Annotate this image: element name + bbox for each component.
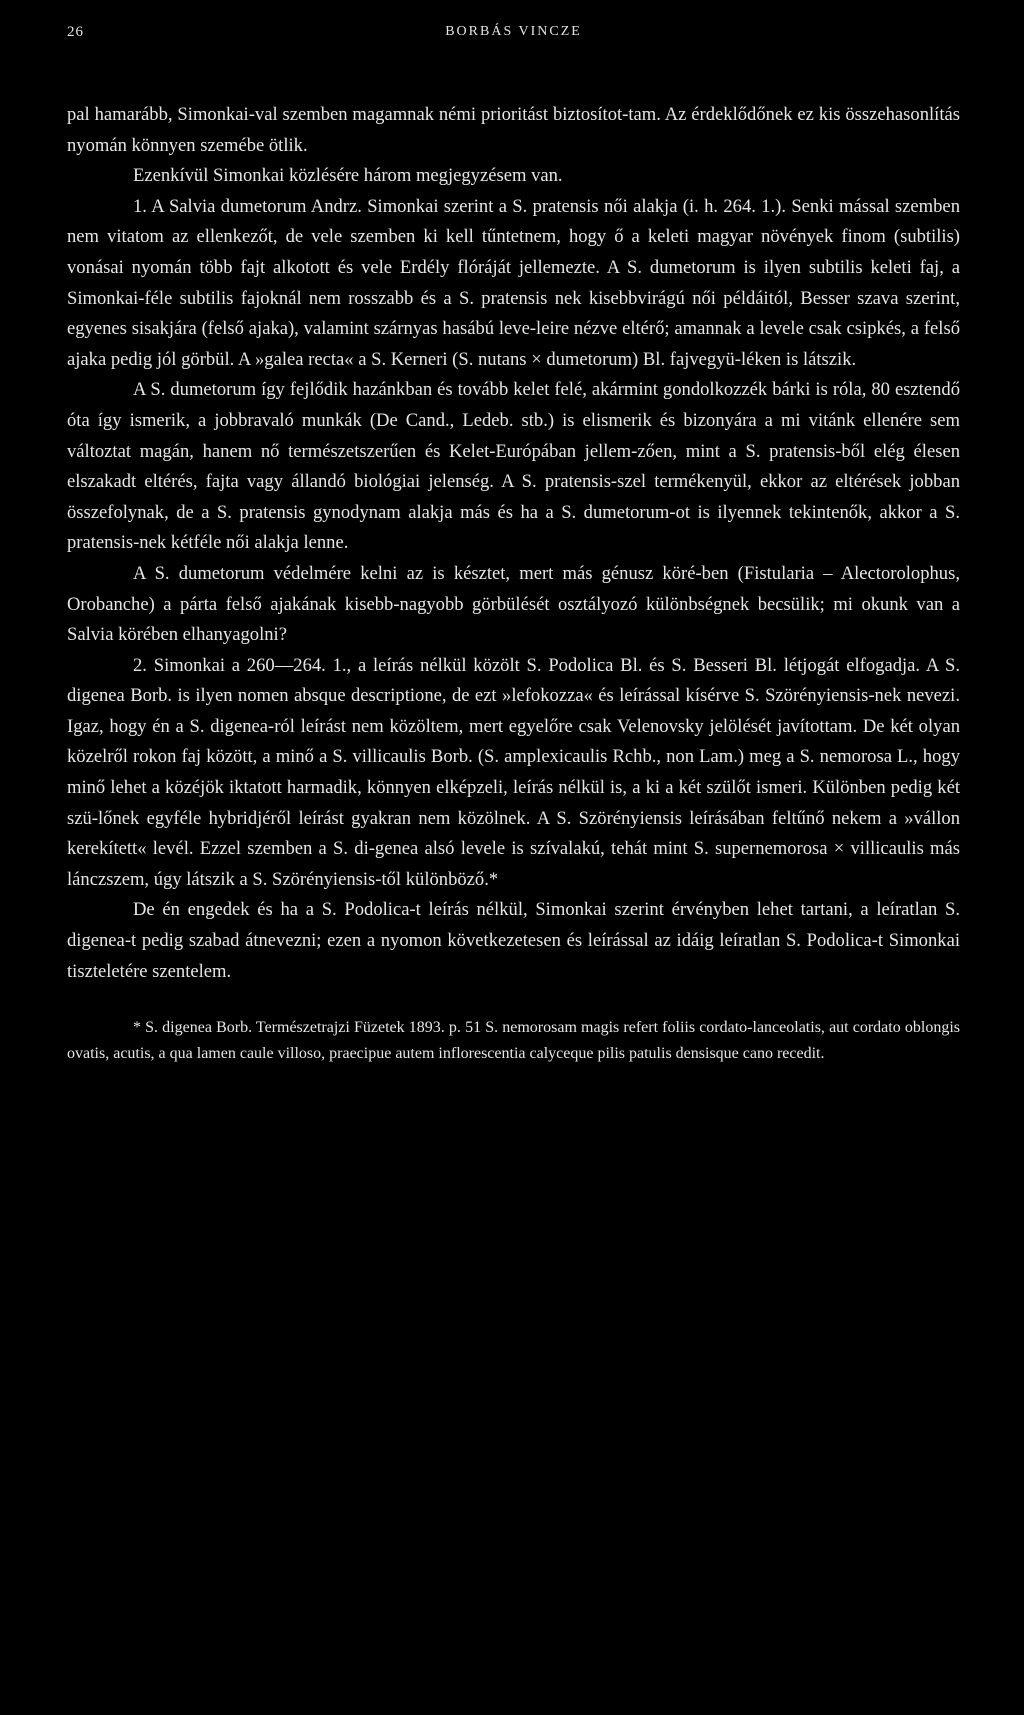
paragraph-2: Ezenkívül Simonkai közlésére három megjegyzésem van. (133, 165, 563, 187)
running-title: BORBÁS VINCZE (445, 24, 582, 39)
paragraph-1: pal hamarább, Simonkai-val szemben magamnak némi prioritást biztosítot-tam. Az érdeklődőnek ez kis összehasonlítás nyomán könnyen szemébe ötlik. (67, 104, 960, 156)
paragraph-6: 2. Simonkai a 260—264. 1., a leírás nélkül közölt S. Podolica Bl. és S. Besseri Bl. létjogát elfogadja. A S. digenea Borb. is ilyen nomen absque descriptione, de ezt »lefokozza« és leírással kísérve S. Szörényiensis-nek nevezi. Igaz, hogy én a S. digenea-ról leírást nem közöltem, mert egyelőre csak Velenovsky jelölését javítottam. De két olyan közelről rokon faj között, a minő a S. villicaulis Borb. (S. amplexicaulis Rchb., non Lam.) meg a S. nemorosa L., hogy minő lehet a közéjök iktatott harmadik, könnyen elképzeli, leírás nélkül is, a ki a két szülőt ismeri. Különben pedig két szü-lőnek egyféle hybridjéről leírást gyakran nem közölnek. A S. Szörényiensis leírásában feltűnő nekem a »vállon kerekített« levél. Ezzel szemben a S. di-genea alsó levele is szívalakú, tehát mint S. supernemorosa × villicaulis más lánczszem, úgy látszik a S. Szörényiensis-től különböző.* (67, 654, 960, 890)
page-number: 26 (67, 24, 84, 40)
paragraph-3: 1. A Salvia dumetorum Andrz. Simonkai szerint a S. pratensis női alakja (i. h. 264. 1.). Senki mással szemben nem vitatom az ellenkezőt, de vele szemben ki kell tűntetnem, hogy ő a keleti magyar növények finom (subtilis) vonásai nyomán több fajt alkotott és vele Erdély flóráját jellemezte. A S. dumetorum is ilyen subtilis keleti faj, a Simonkai-féle subtilis fajoknál nem rosszabb és a S. pratensis nek kisebbvirágú női példáitól, Besser szava szerint, egyenes sisakjára (felső ajaka), valamint szárnyas hasábú leve-leire nézve eltérő; amannak a levele csak csipkés, a felső ajaka pedig jól görbül. A »galea recta« a S. Kerneri (S. nutans × dumetorum) Bl. fajvegyü-léken is látszik. (67, 195, 960, 370)
paragraph-7: De én engedek és ha a S. Podolica-t leírás nélkül, Simonkai szerint érvényben lehet tartani, a leíratlan S. digenea-t pedig szabad átnevezni; ezen a nyomon következetesen és leírással az idáig leíratlan S. Podolica-t Simonkai tiszteletére szentelem. (67, 899, 960, 982)
paragraph-5: A S. dumetorum védelmére kelni az is késztet, mert más génusz köré-ben (Fistularia – Alectorolophus, Orobanche) a párta felső ajakának kisebb-nagyobb görbülését osztályozó különbségnek becsülik; mi okunk van a Salvia körében elhanyagolni? (67, 562, 960, 646)
page-header (67, 0, 960, 100)
footnote: * S. digenea Borb. Természetrajzi Füzetek 1893. p. 51 S. nemorosam magis refert foliis cordato-lanceolatis, aut cordato oblongis ovatis, acutis, a qua lamen caule villoso, praecipue autem inflorescentia calyceque pilis patulis densisque cano recedit. (67, 1019, 960, 1063)
paragraph-4: A S. dumetorum így fejlődik hazánkban és tovább kelet felé, akármint gondolkozzék bárki is róla, 80 esztendő óta így ismerik, a jobbravaló munkák (De Cand., Ledeb. stb.) is elismerik és bizonyára a mi vitánk ellenére sem változtat magán, hanem nő természetszerűen és Kelet-Európában jellem-zően, mint a S. pratensis-ből elég élesen elszakadt eltérés, fajta vagy állandó biológiai jelenség. A S. pratensis-szel termékenyül, ekkor az eltérések jobban összefolynak, de a S. pratensis gynodynam alakja más és ha a S. dumetorum-ot is ilyennek tekintenők, akkor a S. pratensis-nek kétféle női alakja lenne. (67, 379, 960, 554)
body-text (67, 100, 960, 987)
